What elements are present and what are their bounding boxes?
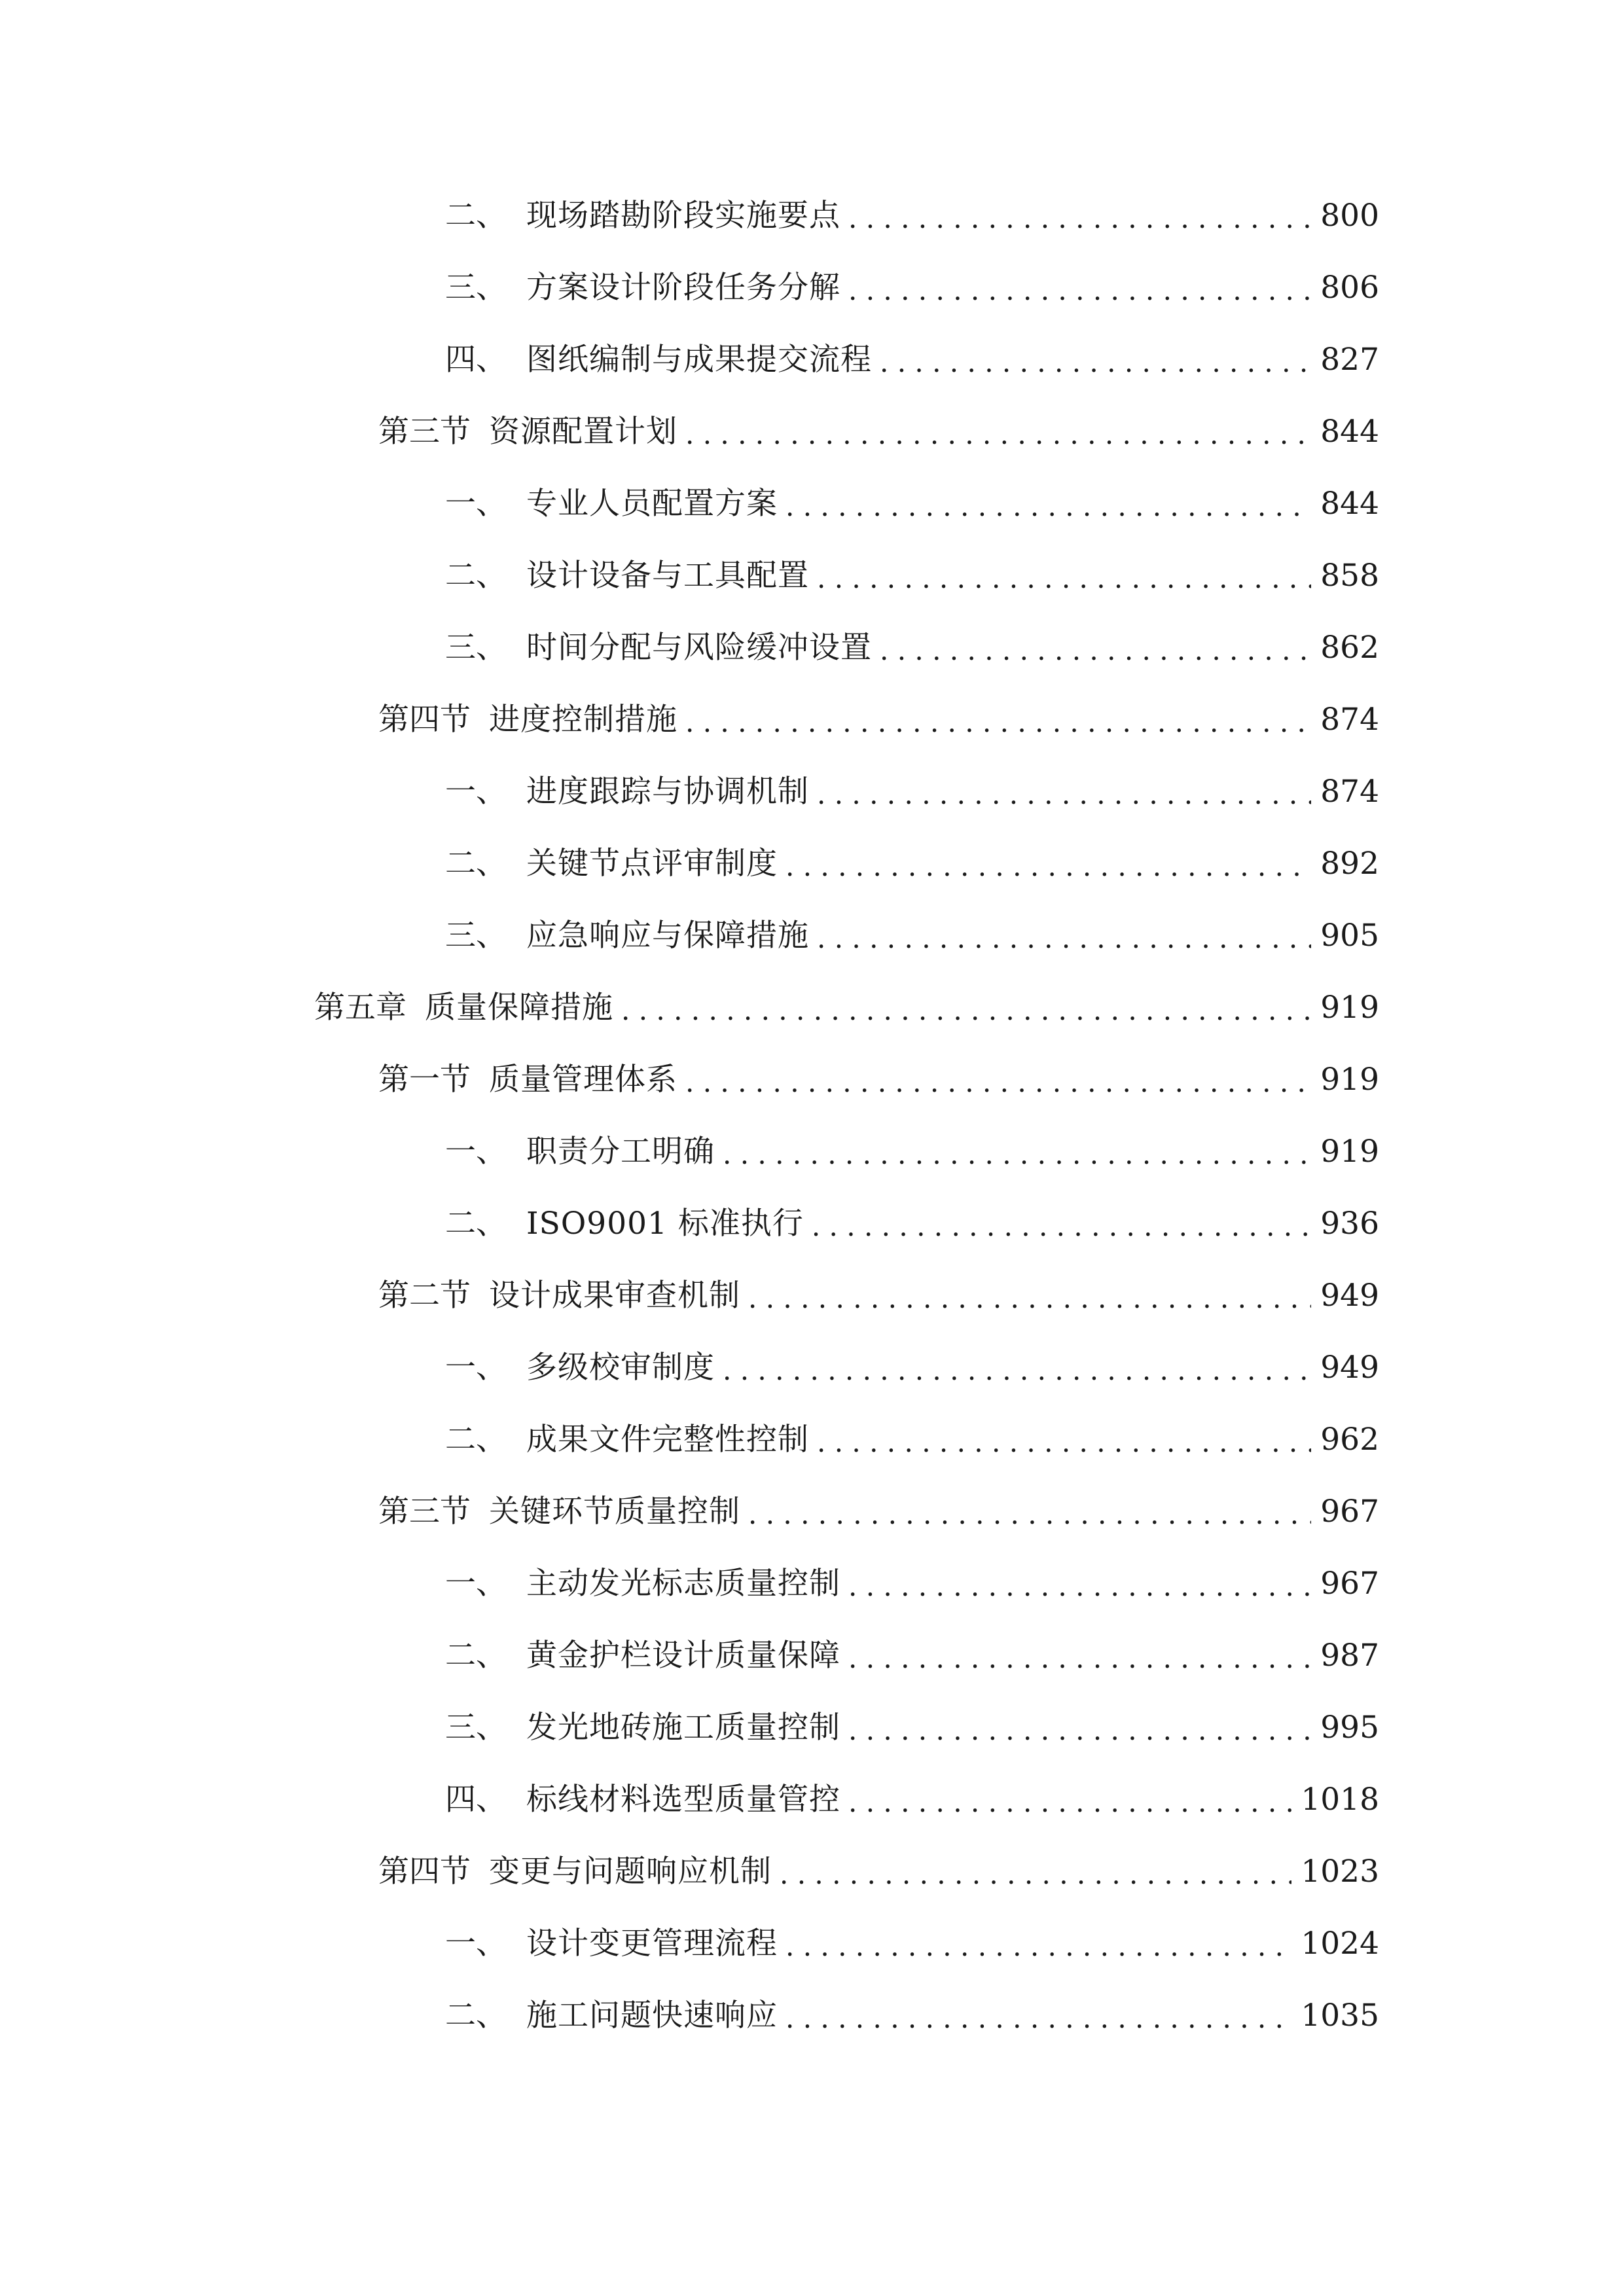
toc-entry-page: 905 (1320, 918, 1379, 954)
toc-section-entry[interactable] (0, 1836, 1624, 1908)
toc-entry-number: 一、 (445, 1926, 507, 1962)
toc-entry[interactable] (0, 252, 1624, 324)
toc-entry-number: 三、 (445, 630, 507, 666)
toc-entry-page: 806 (1320, 270, 1379, 306)
toc-entry-number: 二、 (445, 1638, 507, 1674)
toc-entry-number: 四、 (445, 342, 507, 378)
toc-entry-number: 三、 (445, 1710, 507, 1746)
toc-entry-number: 二、 (445, 558, 507, 594)
toc-entry-page: 949 (1320, 1278, 1379, 1314)
toc-entry-number: 二、 (445, 198, 507, 234)
toc-entry-page: 967 (1320, 1566, 1379, 1602)
toc-entry[interactable] (0, 1764, 1624, 1836)
toc-entry-page: 844 (1320, 414, 1379, 450)
toc-chapter-entry[interactable] (0, 972, 1624, 1044)
toc-entry-number: 三、 (445, 918, 507, 954)
toc-entry-title: 进度跟踪与协调机制 (526, 774, 809, 810)
toc-entry-number: 第三节 (378, 414, 471, 450)
toc-entry[interactable] (0, 756, 1624, 828)
toc-entry-title: 发光地砖施工质量控制 (526, 1710, 840, 1746)
toc-entry-page: 919 (1320, 1062, 1379, 1098)
toc-entry-page: 995 (1320, 1710, 1379, 1746)
toc-entry[interactable] (0, 180, 1624, 252)
toc-entry-page: 987 (1320, 1638, 1379, 1674)
toc-entry[interactable] (0, 324, 1624, 396)
toc-entry[interactable] (0, 1692, 1624, 1764)
toc-entry[interactable] (0, 1332, 1624, 1404)
toc-entry-page: 967 (1320, 1494, 1379, 1530)
toc-entry-page: 827 (1320, 342, 1379, 378)
dot-leader (685, 703, 1311, 742)
toc-entry-page: 1024 (1301, 1926, 1379, 1962)
toc-entry-page: 919 (1320, 990, 1379, 1026)
toc-entry-page: 949 (1320, 1350, 1379, 1386)
toc-entry-number: 二、 (445, 1206, 507, 1242)
toc-entry-title: 时间分配与风险缓冲设置 (526, 630, 872, 666)
toc-entry-number: 一、 (445, 1350, 507, 1386)
toc-section-entry[interactable] (0, 1476, 1624, 1548)
toc-entry-number: 一、 (445, 774, 507, 810)
toc-entry-page: 874 (1320, 774, 1379, 810)
toc-entry[interactable] (0, 900, 1624, 972)
dot-leader (848, 1567, 1311, 1606)
dot-leader (780, 1855, 1291, 1894)
toc-entry[interactable] (0, 468, 1624, 540)
toc-entry-number: 三、 (445, 270, 507, 306)
toc-entry-page: 874 (1320, 702, 1379, 738)
toc-entry-title: 主动发光标志质量控制 (526, 1566, 840, 1602)
toc-entry-title: 职责分工明确 (526, 1134, 715, 1170)
toc-entry-page: 936 (1320, 1206, 1379, 1242)
dot-leader (723, 1135, 1311, 1174)
toc-entry-title: 成果文件完整性控制 (526, 1422, 809, 1458)
toc-entry-page: 892 (1320, 846, 1379, 882)
toc-entry-page: 919 (1320, 1134, 1379, 1170)
toc-entry[interactable] (0, 1404, 1624, 1476)
dot-leader (748, 1279, 1311, 1318)
toc-entry-title: 质量保障措施 (425, 990, 613, 1026)
toc-entry-number: 第一节 (378, 1062, 471, 1098)
dot-leader (621, 991, 1311, 1030)
dot-leader (848, 1711, 1311, 1750)
toc-entry-number: 第五章 (314, 990, 406, 1026)
toc-entry-title: 专业人员配置方案 (526, 486, 778, 522)
toc-entry-title: 多级校审制度 (526, 1350, 715, 1386)
toc-section-entry[interactable] (0, 396, 1624, 468)
toc-entry[interactable] (0, 612, 1624, 684)
toc-entry-page: 1035 (1301, 1998, 1379, 2034)
toc-entry-number: 二、 (445, 1422, 507, 1458)
toc-entry-title: 设计设备与工具配置 (526, 558, 809, 594)
toc-entry-number: 一、 (445, 1134, 507, 1170)
dot-leader (785, 487, 1311, 526)
dot-leader (848, 271, 1311, 310)
toc-entry-title: 设计变更管理流程 (526, 1926, 778, 1962)
toc-entry[interactable] (0, 1188, 1624, 1260)
dot-leader (785, 847, 1311, 886)
toc-entry-number: 一、 (445, 486, 507, 522)
toc-entry[interactable] (0, 1116, 1624, 1188)
toc-entry-number: 二、 (445, 846, 507, 882)
toc-entry-page: 1018 (1301, 1782, 1379, 1818)
toc-entry[interactable] (0, 1548, 1624, 1620)
toc-entry[interactable] (0, 1908, 1624, 1980)
toc-entry-page: 800 (1320, 198, 1379, 234)
toc-section-entry[interactable] (0, 684, 1624, 756)
toc-entry-title: ISO9001 标准执行 (526, 1206, 804, 1242)
toc-entry-title: 质量管理体系 (489, 1062, 677, 1098)
toc-entry-title: 变更与问题响应机制 (489, 1854, 772, 1890)
toc-entry-title: 应急响应与保障措施 (526, 918, 809, 954)
toc-entry-title: 关键环节质量控制 (489, 1494, 740, 1530)
dot-leader (785, 1927, 1291, 1966)
dot-leader (880, 631, 1311, 670)
dot-leader (723, 1351, 1311, 1390)
toc-entry-number: 第四节 (378, 702, 471, 738)
dot-leader (817, 559, 1311, 598)
dot-leader (880, 343, 1311, 382)
toc-entry-title: 设计成果审查机制 (489, 1278, 740, 1314)
toc-entry-title: 关键节点评审制度 (526, 846, 778, 882)
toc-entry-page: 844 (1320, 486, 1379, 522)
toc-entry-title: 进度控制措施 (489, 702, 677, 738)
dot-leader (848, 1639, 1311, 1678)
toc-entry-number: 一、 (445, 1566, 507, 1602)
toc-entry-number: 第四节 (378, 1854, 471, 1890)
toc-entry-number: 第二节 (378, 1278, 471, 1314)
toc-section-entry[interactable] (0, 1044, 1624, 1116)
toc-entry-page: 1023 (1301, 1854, 1379, 1890)
toc-entry-page: 862 (1320, 630, 1379, 666)
toc-entry-page: 962 (1320, 1422, 1379, 1458)
toc-entry[interactable] (0, 828, 1624, 900)
toc-entry-title: 施工问题快速响应 (526, 1998, 778, 2034)
toc-entry-title: 资源配置计划 (489, 414, 677, 450)
toc-entry-number: 二、 (445, 1998, 507, 2034)
dot-leader (785, 1999, 1291, 2038)
toc-section-entry[interactable] (0, 1260, 1624, 1332)
toc-entry[interactable] (0, 1620, 1624, 1692)
toc-entry-title: 方案设计阶段任务分解 (526, 270, 840, 306)
toc-entry-number: 四、 (445, 1782, 507, 1818)
dot-leader (812, 1207, 1311, 1246)
dot-leader (848, 1783, 1291, 1822)
toc-entry[interactable] (0, 1980, 1624, 2052)
dot-leader (817, 919, 1311, 958)
toc-entry-page: 858 (1320, 558, 1379, 594)
dot-leader (848, 199, 1311, 238)
dot-leader (685, 415, 1311, 454)
dot-leader (685, 1063, 1311, 1102)
toc-entry-number: 第三节 (378, 1494, 471, 1530)
toc-entry-title: 黄金护栏设计质量保障 (526, 1638, 840, 1674)
toc-entry-title: 现场踏勘阶段实施要点 (526, 198, 840, 234)
dot-leader (817, 775, 1311, 814)
dot-leader (748, 1495, 1311, 1534)
toc-entry[interactable] (0, 540, 1624, 612)
dot-leader (817, 1423, 1311, 1462)
table-of-contents (0, 180, 1624, 2052)
toc-entry-title: 标线材料选型质量管控 (526, 1782, 840, 1818)
toc-entry-title: 图纸编制与成果提交流程 (526, 342, 872, 378)
